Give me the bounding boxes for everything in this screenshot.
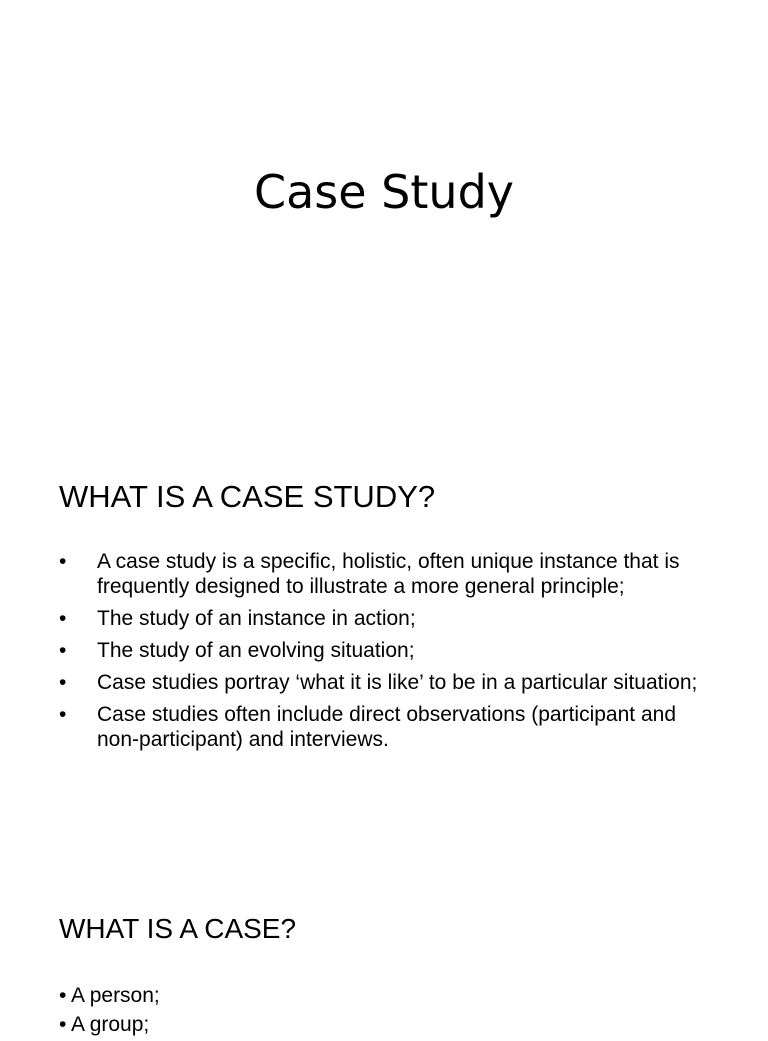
list-item <box>0 549 768 599</box>
bullet-marker: • <box>59 607 67 630</box>
list-item: • A group; <box>59 1013 150 1036</box>
bullet-text: A case study is a specific, holistic, often unique instance that is frequently designed to illustrate a more general principle; <box>97 550 680 598</box>
case-study-bullet-list <box>0 549 768 759</box>
bullet-marker: • <box>59 639 67 662</box>
bullet-text: Case studies portray ‘what it is like’ to be in a particular situation; <box>97 671 698 694</box>
bullet-text: The study of an evolving situation; <box>97 639 415 662</box>
presentation-title: Case Study <box>253 165 514 219</box>
list-item <box>0 702 768 752</box>
heading-what-is-a-case-study: WHAT IS A CASE STUDY? <box>59 479 436 514</box>
case-definition-list <box>59 983 160 1041</box>
bullet-marker: • <box>59 671 67 694</box>
bullet-marker: • <box>59 703 67 726</box>
list-item <box>0 670 768 695</box>
list-item <box>0 606 768 631</box>
bullet-marker: • <box>59 550 67 573</box>
list-item <box>0 638 768 663</box>
title-slide <box>0 0 768 400</box>
bullet-text: Case studies often include direct observations (participant and non-participant) and interviews. <box>97 703 676 751</box>
bullet-text: The study of an instance in action; <box>97 607 416 630</box>
heading-what-is-a-case: WHAT IS A CASE? <box>59 913 297 944</box>
list-item: • A person; <box>59 984 160 1007</box>
